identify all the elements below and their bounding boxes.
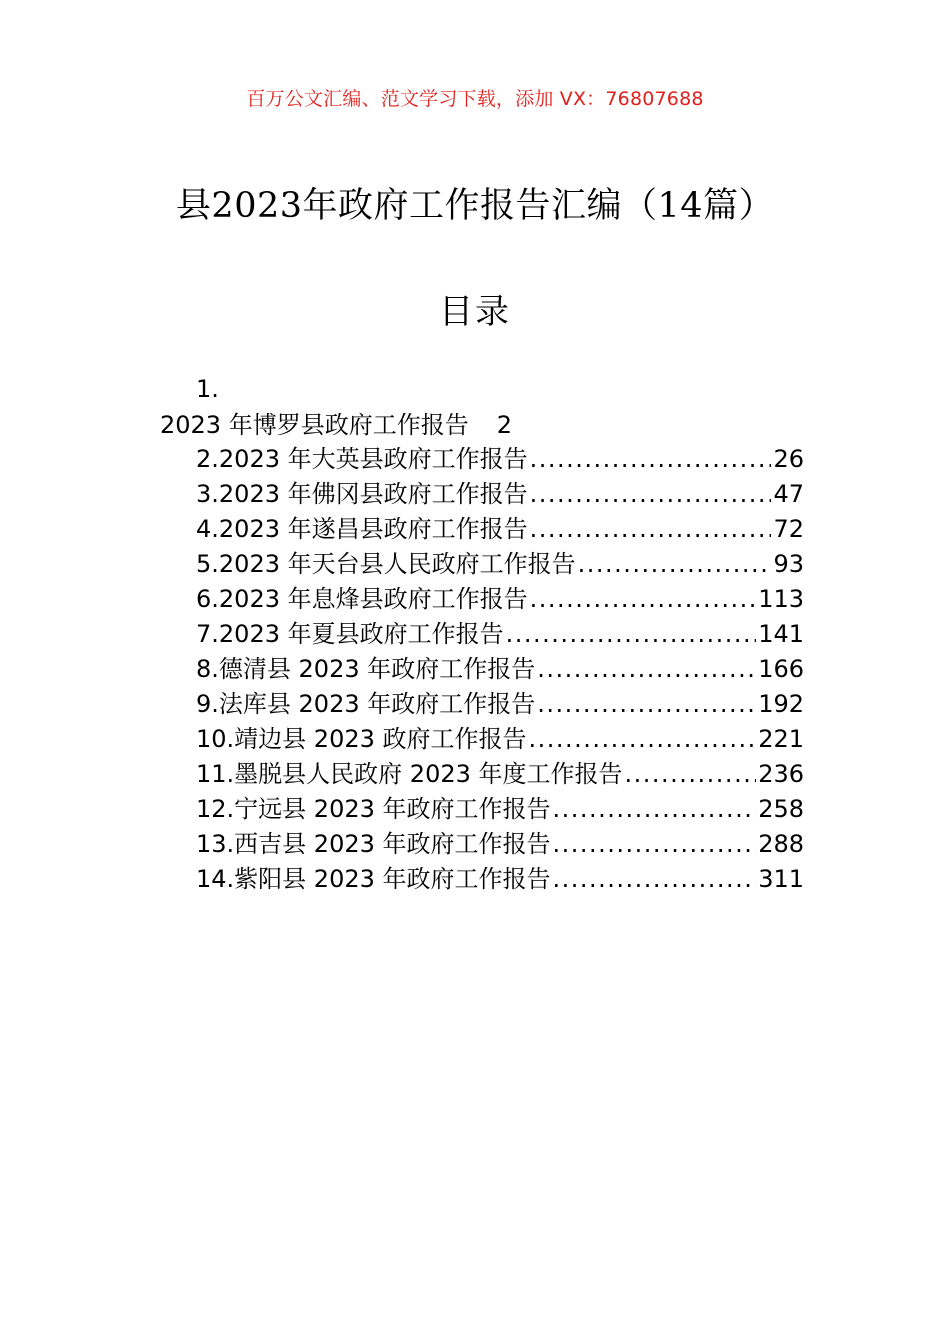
toc-entry-label: 3.2023 年佛冈县政府工作报告: [196, 480, 528, 508]
toc-dot-leader: [537, 687, 756, 721]
toc-heading: 目录: [439, 292, 511, 332]
toc-entry-2[interactable]: [196, 442, 804, 476]
toc-dot-leader: [553, 827, 757, 861]
toc-entry-10[interactable]: [196, 722, 804, 756]
toc-entry-1-number[interactable]: 1.: [196, 375, 219, 403]
toc-entry-12[interactable]: [196, 792, 804, 826]
toc-dot-leader: [578, 547, 772, 581]
toc-entry-page: 26: [773, 445, 804, 473]
toc-dot-leader: [530, 477, 772, 511]
toc-dot-leader: [529, 722, 757, 756]
toc-entry-3[interactable]: [196, 477, 804, 511]
toc-entry-8[interactable]: [196, 652, 804, 686]
document-title: [0, 178, 950, 228]
toc-entry-5[interactable]: [196, 547, 804, 581]
toc-entry-6[interactable]: [196, 582, 804, 616]
toc-entry-7[interactable]: [196, 617, 804, 651]
title-prefix: 县: [175, 186, 212, 226]
title-suffix: 篇）: [703, 186, 775, 226]
toc-entry-4[interactable]: [196, 512, 804, 546]
toc-entry-page: 288: [758, 830, 804, 858]
toc-entry-label: 7.2023 年夏县政府工作报告: [196, 620, 504, 648]
toc-entry-page: 192: [758, 690, 804, 718]
toc-entry-page: 221: [758, 725, 804, 753]
toc-entry-13[interactable]: [196, 827, 804, 861]
toc-entry-page: 311: [758, 865, 804, 893]
title-middle: 年政府工作报告汇编（: [302, 186, 658, 226]
toc-entry-label: 8.德清县 2023 年政府工作报告: [196, 655, 536, 683]
toc-entry-label: 9.法库县 2023 年政府工作报告: [196, 690, 536, 718]
toc-entry-label: 5.2023 年天台县人民政府工作报告: [196, 550, 576, 578]
toc-entry-label: 6.2023 年息烽县政府工作报告: [196, 585, 528, 613]
watermark-header-note: 百万公文汇编、范文学习下载，添加 VX：76807688: [246, 88, 704, 110]
toc-dot-leader: [530, 582, 757, 616]
toc-entry-1[interactable]: [160, 408, 512, 442]
toc-entry-label: 4.2023 年遂昌县政府工作报告: [196, 515, 528, 543]
title-count: 14: [657, 186, 704, 226]
toc-entry-page: 113: [758, 585, 804, 613]
toc-dot-leader: [537, 652, 756, 686]
toc-entry-page: 141: [758, 620, 804, 648]
toc-entry-page: 93: [773, 550, 804, 578]
toc-entry-label: 14.紫阳县 2023 年政府工作报告: [196, 865, 551, 893]
toc-dot-leader: [506, 617, 757, 651]
toc-entry-label: 13.西吉县 2023 年政府工作报告: [196, 830, 551, 858]
toc-entry-page: 166: [758, 655, 804, 683]
toc-entry-label: 2023 年博罗县政府工作报告: [160, 411, 469, 439]
toc-dot-leader: [530, 512, 772, 546]
toc-entry-label: 2.2023 年大英县政府工作报告: [196, 445, 528, 473]
toc-entry-page: 72: [773, 515, 804, 543]
toc-entry-label: 10.靖边县 2023 政府工作报告: [196, 725, 527, 753]
toc-entry-page: 236: [758, 760, 804, 788]
toc-dot-leader: [530, 442, 772, 476]
toc-dot-leader: [553, 862, 757, 896]
toc-entry-11[interactable]: [196, 757, 804, 791]
toc-entry-14[interactable]: [196, 862, 804, 896]
toc-entry-label: 12.宁远县 2023 年政府工作报告: [196, 795, 551, 823]
toc-entry-page: 2: [496, 411, 512, 439]
toc-entry-page: 47: [773, 480, 804, 508]
toc-dot-leader: [625, 757, 757, 791]
title-year: 2023: [211, 186, 303, 226]
toc-entry-page: 258: [758, 795, 804, 823]
toc-entry-label: 11.墨脱县人民政府 2023 年度工作报告: [196, 760, 623, 788]
toc-dot-leader: [553, 792, 757, 826]
toc-entry-9[interactable]: [196, 687, 804, 721]
